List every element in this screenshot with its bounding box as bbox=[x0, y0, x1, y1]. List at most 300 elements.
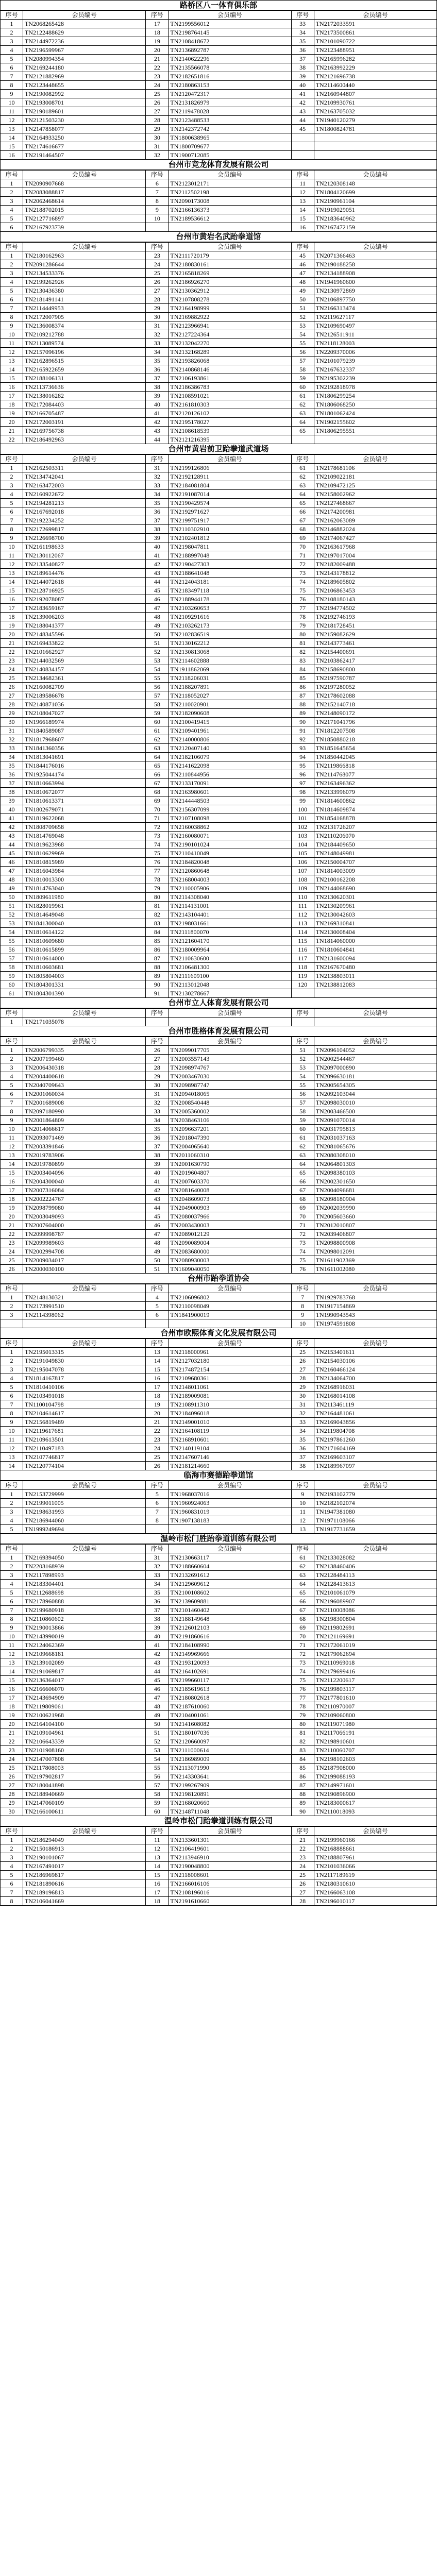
member-number: TN2190101024 bbox=[169, 840, 291, 849]
row-index: 10 bbox=[1, 1125, 23, 1133]
row-index: 27 bbox=[146, 286, 169, 295]
table-row bbox=[1, 206, 437, 214]
row-index: 1 bbox=[1, 464, 23, 472]
row-index: 39 bbox=[146, 1160, 169, 1168]
row-index: 41 bbox=[146, 1641, 169, 1650]
member-number: TN2148711048 bbox=[169, 1807, 291, 1816]
table-row bbox=[1, 251, 437, 260]
member-number: TN2209370006 bbox=[314, 348, 436, 357]
member-number: TN2189967097 bbox=[314, 1462, 436, 1470]
member-number: TN2147858077 bbox=[23, 125, 146, 133]
member-number: TN2166016106 bbox=[169, 1879, 291, 1888]
member-number: TN2153729999 bbox=[23, 1490, 146, 1499]
row-index: 42 bbox=[1, 823, 23, 832]
row-index: 26 bbox=[1, 1772, 23, 1781]
member-number: TN1841900019 bbox=[169, 1311, 291, 1319]
member-number: TN2164102691 bbox=[169, 1667, 291, 1676]
row-index: 14 bbox=[146, 1862, 169, 1871]
row-index: 2 bbox=[1, 188, 23, 197]
row-index: 63 bbox=[291, 1571, 314, 1580]
member-number: TN2147007808 bbox=[23, 1755, 146, 1764]
table-row bbox=[1, 788, 437, 796]
table-row bbox=[1, 691, 437, 700]
row-index: 99 bbox=[291, 796, 314, 805]
member-number: TN1609040050 bbox=[169, 1265, 291, 1274]
table-row bbox=[1, 1302, 437, 1311]
member-number: TN2006799335 bbox=[23, 1046, 146, 1055]
member-no-header: 会员编号 bbox=[23, 1009, 146, 1018]
table-row bbox=[1, 1204, 437, 1212]
member-number: TN2189009081 bbox=[169, 1392, 291, 1400]
member-number: TN2012010807 bbox=[314, 1221, 436, 1230]
row-index: 23 bbox=[1, 1239, 23, 1247]
member-number: TN2121503230 bbox=[23, 116, 146, 125]
row-index: 33 bbox=[291, 1418, 314, 1427]
table-row bbox=[1, 1116, 437, 1125]
row-index: 35 bbox=[146, 499, 169, 507]
row-index: 38 bbox=[146, 383, 169, 392]
table-row bbox=[1, 1623, 437, 1632]
member-number: TN2173500861 bbox=[314, 28, 436, 37]
row-index: 32 bbox=[146, 472, 169, 481]
row-index: 32 bbox=[291, 1409, 314, 1418]
row-index: 36 bbox=[146, 1133, 169, 1142]
index-header: 序号 bbox=[146, 1037, 169, 1046]
row-index: 78 bbox=[146, 875, 169, 884]
member-number: TN2190101067 bbox=[23, 1853, 146, 1862]
member-number: TN2156819489 bbox=[23, 1418, 146, 1427]
row-index: 72 bbox=[291, 1230, 314, 1239]
member-number: TN2179062694 bbox=[314, 1650, 436, 1658]
row-index: 56 bbox=[146, 1772, 169, 1781]
row-index: 2 bbox=[1, 1562, 23, 1571]
member-number: TN2138803011 bbox=[314, 972, 436, 980]
table-row bbox=[1, 1507, 437, 1516]
member-number: TN2048609073 bbox=[169, 1195, 291, 1204]
member-number: TN2144972236 bbox=[23, 37, 146, 46]
member-number: TN1925044174 bbox=[23, 770, 146, 779]
row-index: 88 bbox=[291, 1790, 314, 1799]
member-number: TN2102836519 bbox=[169, 630, 291, 639]
index-header: 序号 bbox=[291, 1545, 314, 1553]
member-number bbox=[169, 1018, 291, 1026]
table-row bbox=[1, 1580, 437, 1588]
member-number: TN2196599967 bbox=[23, 46, 146, 55]
member-number: TN2165922659 bbox=[23, 365, 146, 374]
member-number: TN1917731659 bbox=[314, 1525, 436, 1534]
row-index: 64 bbox=[146, 753, 169, 761]
member-number: TN1960831019 bbox=[169, 1507, 291, 1516]
member-number: TN2157096196 bbox=[23, 348, 146, 357]
member-number: TN2119804708 bbox=[314, 1427, 436, 1435]
row-index: 11 bbox=[1, 339, 23, 348]
member-number: TN2172699817 bbox=[23, 525, 146, 534]
member-number: TN2101090722 bbox=[314, 37, 436, 46]
table-row bbox=[1, 770, 437, 779]
member-no-header: 会员编号 bbox=[314, 1339, 436, 1348]
table-row bbox=[1, 1107, 437, 1116]
member-number: TN2190189601 bbox=[23, 107, 146, 116]
table-row bbox=[1, 20, 437, 28]
member-number: TN2040709643 bbox=[23, 1081, 146, 1090]
member-number: TN2118128003 bbox=[314, 339, 436, 348]
row-index: 4 bbox=[146, 1293, 169, 1302]
row-index: 62 bbox=[291, 472, 314, 481]
row-index: 112 bbox=[291, 910, 314, 919]
table-row bbox=[1, 321, 437, 330]
member-number: TN1806068250 bbox=[314, 400, 436, 409]
row-index: 1 bbox=[1, 179, 23, 188]
table-row bbox=[1, 1151, 437, 1160]
row-index: 32 bbox=[1, 735, 23, 744]
member-no-header: 会员编号 bbox=[23, 1284, 146, 1293]
row-index: 81 bbox=[291, 1728, 314, 1737]
row-index: 50 bbox=[146, 630, 169, 639]
member-number: TN2188660604 bbox=[169, 1562, 291, 1571]
table-row bbox=[1, 1357, 437, 1365]
row-index bbox=[291, 989, 314, 998]
member-number: TN2123448655 bbox=[23, 81, 146, 90]
row-index: 52 bbox=[146, 1737, 169, 1746]
row-index: 25 bbox=[1, 1256, 23, 1265]
member-number: TN2183304401 bbox=[23, 1580, 146, 1588]
member-number: TN2121882969 bbox=[23, 72, 146, 81]
table-row bbox=[1, 1836, 437, 1844]
member-number: TN2141608082 bbox=[169, 1720, 291, 1728]
row-index: 68 bbox=[291, 1195, 314, 1204]
table-row bbox=[1, 1072, 437, 1081]
row-index: 6 bbox=[1, 223, 23, 232]
table-row bbox=[1, 63, 437, 72]
member-number: TN1801062424 bbox=[314, 409, 436, 418]
table-row bbox=[1, 116, 437, 125]
row-index: 61 bbox=[146, 726, 169, 735]
row-index: 19 bbox=[1, 621, 23, 630]
header-row bbox=[1, 243, 437, 251]
row-index: 1 bbox=[1, 251, 23, 260]
member-number: TN2127716897 bbox=[23, 214, 146, 223]
row-index: 47 bbox=[146, 1230, 169, 1239]
member-number: TN2114768077 bbox=[314, 770, 436, 779]
row-index: 14 bbox=[1, 1462, 23, 1470]
member-number: TN2192971627 bbox=[169, 507, 291, 516]
member-number: TN2110020901 bbox=[169, 700, 291, 709]
row-index: 63 bbox=[146, 744, 169, 753]
row-index: 8 bbox=[1, 1897, 23, 1906]
member-number: TN2100162208 bbox=[314, 875, 436, 884]
row-index: 35 bbox=[146, 357, 169, 365]
row-index: 13 bbox=[1, 125, 23, 133]
row-index: 17 bbox=[146, 1888, 169, 1897]
member-number: TN2136364017 bbox=[23, 1676, 146, 1685]
row-index: 71 bbox=[291, 551, 314, 560]
row-index: 48 bbox=[291, 278, 314, 286]
row-index: 29 bbox=[146, 125, 169, 133]
member-number: TN2090173008 bbox=[169, 197, 291, 206]
row-index: 32 bbox=[146, 1562, 169, 1571]
row-index: 14 bbox=[1, 133, 23, 142]
row-index: 5 bbox=[146, 1302, 169, 1311]
row-index: 33 bbox=[291, 20, 314, 28]
table-row bbox=[1, 726, 437, 735]
row-index: 19 bbox=[146, 1400, 169, 1409]
member-number: TN1960924063 bbox=[169, 1499, 291, 1507]
row-index: 39 bbox=[146, 534, 169, 543]
member-number: TN2111000614 bbox=[169, 1746, 291, 1755]
row-index bbox=[291, 1018, 314, 1026]
table-row bbox=[1, 365, 437, 374]
member-number: TN2090907668 bbox=[23, 179, 146, 188]
row-index: 36 bbox=[291, 1444, 314, 1453]
table-row bbox=[1, 1728, 437, 1737]
row-index: 39 bbox=[1, 796, 23, 805]
member-number: TN2110302910 bbox=[169, 525, 291, 534]
member-number: TN2119617681 bbox=[23, 1427, 146, 1435]
row-index bbox=[291, 133, 314, 142]
table-row bbox=[1, 348, 437, 357]
member-no-header: 会员编号 bbox=[314, 1009, 436, 1018]
member-no-header: 会员编号 bbox=[169, 1037, 291, 1046]
row-index: 49 bbox=[291, 286, 314, 295]
member-number: TN2172061019 bbox=[314, 1641, 436, 1650]
row-index: 28 bbox=[146, 1063, 169, 1072]
member-number: TN2108180143 bbox=[314, 595, 436, 604]
row-index: 37 bbox=[146, 1606, 169, 1615]
table-row bbox=[1, 849, 437, 858]
member-number: TN2168888661 bbox=[314, 1844, 436, 1853]
member-number: TN2113946910 bbox=[169, 1853, 291, 1862]
row-index: 40 bbox=[146, 543, 169, 551]
table-row bbox=[1, 464, 437, 472]
member-number: TN2118206031 bbox=[169, 674, 291, 683]
row-index: 36 bbox=[291, 46, 314, 55]
table-row bbox=[1, 543, 437, 551]
member-number: TN1810013300 bbox=[23, 875, 146, 884]
row-index: 21 bbox=[146, 1418, 169, 1427]
row-index: 54 bbox=[146, 1755, 169, 1764]
member-number: TN2133170091 bbox=[169, 779, 291, 788]
member-number: TN2110497183 bbox=[23, 1444, 146, 1453]
member-number: TN2120407140 bbox=[169, 744, 291, 753]
member-number: TN2181728451 bbox=[314, 621, 436, 630]
member-number: TN2119478028 bbox=[169, 107, 291, 116]
club-section bbox=[0, 998, 437, 1026]
member-number: TN2109613501 bbox=[23, 1435, 146, 1444]
index-header: 序号 bbox=[291, 11, 314, 20]
row-index: 20 bbox=[1, 1212, 23, 1221]
table-row bbox=[1, 884, 437, 893]
member-number: TN2143104401 bbox=[169, 910, 291, 919]
row-index: 12 bbox=[146, 1844, 169, 1853]
member-number: TN2110098049 bbox=[169, 1302, 291, 1311]
member-number: TN1814769048 bbox=[23, 832, 146, 840]
row-index: 11 bbox=[1, 107, 23, 116]
member-number: TN2003430003 bbox=[169, 1221, 291, 1230]
table-row bbox=[1, 578, 437, 586]
table-row bbox=[1, 779, 437, 788]
table-row bbox=[1, 427, 437, 435]
table-row bbox=[1, 639, 437, 648]
member-number: TN2003391846 bbox=[23, 1142, 146, 1151]
member-number: TN1810663994 bbox=[23, 779, 146, 788]
member-number: TN2110970007 bbox=[314, 1702, 436, 1711]
table-row bbox=[1, 1348, 437, 1357]
row-index: 5 bbox=[1, 1588, 23, 1597]
index-header: 序号 bbox=[1, 11, 23, 20]
row-index: 68 bbox=[146, 788, 169, 796]
member-number: TN2191069817 bbox=[23, 1667, 146, 1676]
member-number: TN2192128911 bbox=[169, 472, 291, 481]
table-row bbox=[1, 945, 437, 954]
row-index: 28 bbox=[291, 1374, 314, 1383]
table-row bbox=[1, 1221, 437, 1230]
row-index: 67 bbox=[291, 1186, 314, 1195]
member-number: TN2149971601 bbox=[314, 1781, 436, 1790]
member-number: TN1817968607 bbox=[23, 735, 146, 744]
row-index: 75 bbox=[146, 849, 169, 858]
index-header: 序号 bbox=[146, 1827, 169, 1836]
row-index: 17 bbox=[1, 1186, 23, 1195]
row-index: 36 bbox=[146, 365, 169, 374]
table-row bbox=[1, 805, 437, 814]
row-index: 30 bbox=[291, 1392, 314, 1400]
member-number: TN2117189619 bbox=[314, 1871, 436, 1879]
row-index: 7 bbox=[1, 304, 23, 313]
member-number: TN2114398062 bbox=[23, 1311, 146, 1319]
member-number: TN2001630790 bbox=[169, 1160, 291, 1168]
row-index: 11 bbox=[291, 179, 314, 188]
row-index: 49 bbox=[146, 1711, 169, 1720]
row-index: 6 bbox=[1, 1090, 23, 1098]
row-index: 87 bbox=[291, 1781, 314, 1790]
row-index: 110 bbox=[291, 893, 314, 902]
member-number: TN2163992229 bbox=[314, 63, 436, 72]
table-row bbox=[1, 197, 437, 206]
row-index: 4 bbox=[1, 46, 23, 55]
table-row bbox=[1, 107, 437, 116]
table-row bbox=[1, 735, 437, 744]
member-number: TN2093071469 bbox=[23, 1133, 146, 1142]
member-no-header: 会员编号 bbox=[314, 1545, 436, 1553]
member-number: TN2191087014 bbox=[169, 490, 291, 499]
member-number: TN1947381080 bbox=[314, 1507, 436, 1516]
member-number: TN2148049981 bbox=[314, 849, 436, 858]
member-number: TN2126698700 bbox=[23, 534, 146, 543]
row-index: 65 bbox=[291, 1588, 314, 1597]
row-index: 74 bbox=[291, 1247, 314, 1256]
row-index: 34 bbox=[291, 1427, 314, 1435]
row-index: 79 bbox=[146, 884, 169, 893]
row-index: 37 bbox=[291, 55, 314, 63]
row-index: 29 bbox=[146, 304, 169, 313]
index-header: 序号 bbox=[291, 243, 314, 251]
member-number: TN2101460402 bbox=[169, 1606, 291, 1615]
table-row bbox=[1, 534, 437, 543]
row-index: 25 bbox=[146, 269, 169, 278]
member-no-header: 会员编号 bbox=[169, 171, 291, 179]
row-index: 6 bbox=[1, 63, 23, 72]
member-number: TN2132042270 bbox=[169, 339, 291, 348]
member-number: TN1841360356 bbox=[23, 744, 146, 753]
row-index: 26 bbox=[146, 98, 169, 107]
member-number: TN2140868146 bbox=[169, 365, 291, 374]
row-index: 21 bbox=[146, 55, 169, 63]
row-index: 30 bbox=[146, 313, 169, 321]
member-number: TN2007604000 bbox=[23, 1221, 146, 1230]
row-index: 37 bbox=[146, 374, 169, 383]
member-number: TN1851645654 bbox=[314, 744, 436, 753]
header-row bbox=[1, 1339, 437, 1348]
row-index: 51 bbox=[291, 304, 314, 313]
row-index: 83 bbox=[291, 656, 314, 665]
row-index: 34 bbox=[291, 28, 314, 37]
row-index: 6 bbox=[1, 507, 23, 516]
table-row bbox=[1, 1888, 437, 1897]
row-index: 17 bbox=[1, 604, 23, 613]
member-number: TN2117808003 bbox=[23, 1764, 146, 1772]
member-number: TN2167491017 bbox=[23, 1862, 146, 1871]
row-index: 5 bbox=[1, 1081, 23, 1090]
row-index: 56 bbox=[291, 1090, 314, 1098]
member-number: TN2130042603 bbox=[314, 910, 436, 919]
member-number: TN2199660117 bbox=[169, 1676, 291, 1685]
member-number: TN2109668181 bbox=[23, 1650, 146, 1658]
row-index bbox=[291, 151, 314, 160]
row-index: 6 bbox=[146, 1499, 169, 1507]
row-index: 39 bbox=[291, 72, 314, 81]
table-row bbox=[1, 1897, 437, 1906]
table-row bbox=[1, 613, 437, 621]
row-index: 33 bbox=[146, 1571, 169, 1580]
row-index: 7 bbox=[1, 1606, 23, 1615]
table-row bbox=[1, 400, 437, 409]
member-number: TN2189196813 bbox=[23, 1888, 146, 1897]
table-row bbox=[1, 989, 437, 998]
member-number: TN2130620301 bbox=[314, 893, 436, 902]
row-index: 113 bbox=[291, 919, 314, 928]
row-index: 66 bbox=[291, 1177, 314, 1186]
row-index: 49 bbox=[1, 884, 23, 893]
member-number: TN1804301331 bbox=[23, 980, 146, 989]
member-number: TN2121696738 bbox=[314, 72, 436, 81]
row-index: 24 bbox=[146, 81, 169, 90]
row-index: 27 bbox=[291, 1888, 314, 1897]
table-row bbox=[1, 1588, 437, 1597]
member-no-header: 会员编号 bbox=[314, 171, 436, 179]
row-index: 37 bbox=[146, 1142, 169, 1151]
row-index: 45 bbox=[146, 586, 169, 595]
row-index: 22 bbox=[1, 435, 23, 444]
row-index: 40 bbox=[1, 805, 23, 814]
row-index: 12 bbox=[1, 348, 23, 357]
member-number: TN2004065640 bbox=[169, 1142, 291, 1151]
table-row bbox=[1, 1516, 437, 1525]
row-index: 2 bbox=[1, 260, 23, 269]
section-title: 台州市跆拳道协会 bbox=[0, 1274, 437, 1284]
table-row bbox=[1, 1615, 437, 1623]
table-row bbox=[1, 683, 437, 691]
member-number: TN2163617968 bbox=[314, 543, 436, 551]
row-index: 44 bbox=[291, 116, 314, 125]
row-index: 9 bbox=[1, 90, 23, 98]
row-index: 62 bbox=[146, 735, 169, 744]
row-index: 35 bbox=[146, 1588, 169, 1597]
member-number: TN2135566078 bbox=[169, 63, 291, 72]
row-index: 10 bbox=[1, 1632, 23, 1641]
row-index: 61 bbox=[291, 1553, 314, 1562]
row-index: 58 bbox=[1, 963, 23, 972]
member-number: TN2111720179 bbox=[169, 251, 291, 260]
